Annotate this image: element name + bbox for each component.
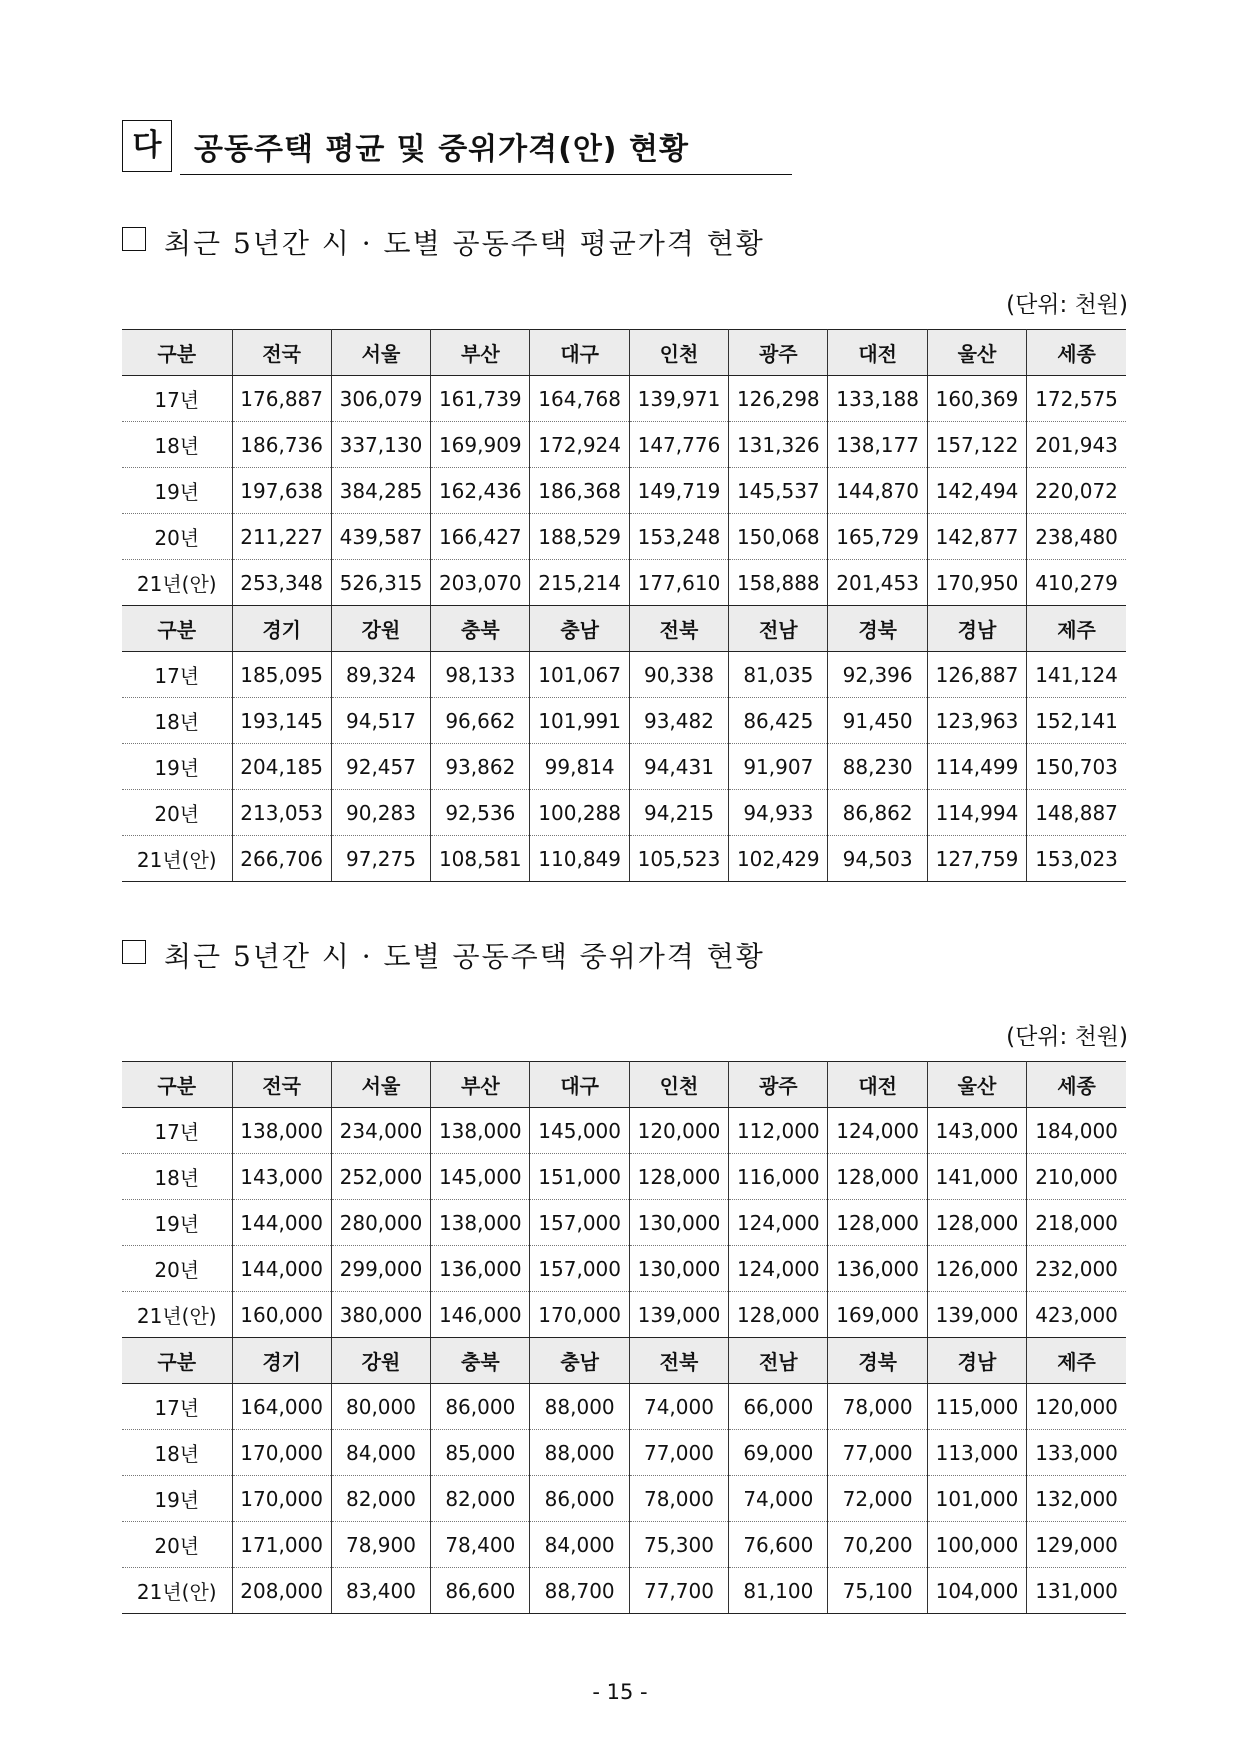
table-cell: 139,000 <box>927 1292 1026 1338</box>
table-cell: 161,739 <box>431 376 530 422</box>
table-cell: 139,971 <box>629 376 728 422</box>
table-cell: 126,298 <box>729 376 828 422</box>
column-header: 충남 <box>530 606 629 652</box>
table-cell: 142,494 <box>927 468 1026 514</box>
table-cell: 152,141 <box>1027 698 1126 744</box>
table-cell: 384,285 <box>331 468 430 514</box>
table-cell: 136,000 <box>828 1246 927 1292</box>
median-table-body <box>122 1062 1126 1614</box>
row-label: 18년 <box>122 422 232 468</box>
row-label: 18년 <box>122 1154 232 1200</box>
column-header: 전남 <box>729 1338 828 1384</box>
table-cell: 86,425 <box>729 698 828 744</box>
table-cell: 115,000 <box>927 1384 1026 1430</box>
column-header: 구분 <box>122 1062 232 1108</box>
table-cell: 213,053 <box>232 790 331 836</box>
section-title-underline <box>180 174 792 175</box>
table-cell: 148,887 <box>1027 790 1126 836</box>
table-cell: 94,431 <box>629 744 728 790</box>
table-cell: 104,000 <box>927 1568 1026 1614</box>
table-cell: 124,000 <box>729 1246 828 1292</box>
table-cell: 69,000 <box>729 1430 828 1476</box>
column-header: 경기 <box>232 606 331 652</box>
table-cell: 86,862 <box>828 790 927 836</box>
table-cell: 151,000 <box>530 1154 629 1200</box>
table-cell: 120,000 <box>629 1108 728 1154</box>
column-header: 대전 <box>828 1062 927 1108</box>
table-cell: 120,000 <box>1027 1384 1126 1430</box>
table-cell: 105,523 <box>629 836 728 882</box>
table-cell: 162,436 <box>431 468 530 514</box>
table-cell: 144,000 <box>232 1246 331 1292</box>
table-cell: 410,279 <box>1027 560 1126 606</box>
table-row <box>122 1568 1126 1614</box>
table-cell: 83,400 <box>331 1568 430 1614</box>
table-cell: 92,457 <box>331 744 430 790</box>
column-header: 대구 <box>530 330 629 376</box>
table-cell: 108,581 <box>431 836 530 882</box>
table-cell: 153,023 <box>1027 836 1126 882</box>
table-cell: 141,124 <box>1027 652 1126 698</box>
table-cell: 130,000 <box>629 1246 728 1292</box>
row-label: 17년 <box>122 1384 232 1430</box>
column-header: 전국 <box>232 330 331 376</box>
table-cell: 100,000 <box>927 1522 1026 1568</box>
table-cell: 133,000 <box>1027 1430 1126 1476</box>
row-label: 19년 <box>122 1476 232 1522</box>
table-cell: 215,214 <box>530 560 629 606</box>
section-title: 공동주택 평균 및 중위가격(안) 현황 <box>194 132 689 167</box>
table-cell: 128,000 <box>828 1154 927 1200</box>
table-row <box>122 422 1126 468</box>
table-cell: 220,072 <box>1027 468 1126 514</box>
row-label: 21년(안) <box>122 836 232 882</box>
table-cell: 266,706 <box>232 836 331 882</box>
column-header: 충북 <box>431 606 530 652</box>
table-cell: 72,000 <box>828 1476 927 1522</box>
median-unit-label: (단위: 천원) <box>1006 1024 1128 1050</box>
table-row <box>122 1384 1126 1430</box>
table-cell: 88,700 <box>530 1568 629 1614</box>
column-header: 전국 <box>232 1062 331 1108</box>
column-header: 부산 <box>431 1062 530 1108</box>
column-header: 인천 <box>629 1062 728 1108</box>
table-cell: 110,849 <box>530 836 629 882</box>
column-header: 경북 <box>828 606 927 652</box>
table-cell: 93,862 <box>431 744 530 790</box>
table-cell: 100,288 <box>530 790 629 836</box>
table-cell: 147,776 <box>629 422 728 468</box>
column-header: 광주 <box>729 330 828 376</box>
table-cell: 124,000 <box>729 1200 828 1246</box>
table-cell: 76,600 <box>729 1522 828 1568</box>
column-header: 충남 <box>530 1338 629 1384</box>
table-cell: 201,943 <box>1027 422 1126 468</box>
column-header: 구분 <box>122 606 232 652</box>
table-cell: 526,315 <box>331 560 430 606</box>
table-row <box>122 1200 1126 1246</box>
median-price-heading <box>122 935 765 975</box>
average-unit-label: (단위: 천원) <box>1006 292 1128 318</box>
table-cell: 145,537 <box>729 468 828 514</box>
table-cell: 94,933 <box>729 790 828 836</box>
table-cell: 144,870 <box>828 468 927 514</box>
table-cell: 145,000 <box>530 1108 629 1154</box>
section-header <box>122 120 792 176</box>
table-cell: 90,283 <box>331 790 430 836</box>
table-cell: 211,227 <box>232 514 331 560</box>
table-cell: 203,070 <box>431 560 530 606</box>
table-cell: 136,000 <box>431 1246 530 1292</box>
table-cell: 157,000 <box>530 1246 629 1292</box>
table-cell: 101,000 <box>927 1476 1026 1522</box>
table-cell: 86,000 <box>431 1384 530 1430</box>
table-cell: 102,429 <box>729 836 828 882</box>
table-header-row <box>122 1338 1126 1384</box>
table-cell: 126,000 <box>927 1246 1026 1292</box>
row-label: 20년 <box>122 1246 232 1292</box>
checkbox-square-icon <box>122 227 146 251</box>
column-header: 부산 <box>431 330 530 376</box>
row-label: 19년 <box>122 1200 232 1246</box>
table-cell: 85,000 <box>431 1430 530 1476</box>
table-cell: 96,662 <box>431 698 530 744</box>
table-cell: 77,700 <box>629 1568 728 1614</box>
median-price-table <box>122 1061 1126 1614</box>
table-cell: 186,736 <box>232 422 331 468</box>
average-price-table <box>122 329 1126 882</box>
table-cell: 234,000 <box>331 1108 430 1154</box>
table-cell: 169,909 <box>431 422 530 468</box>
column-header: 제주 <box>1027 1338 1126 1384</box>
table-cell: 157,000 <box>530 1200 629 1246</box>
column-header: 경남 <box>927 1338 1026 1384</box>
table-row <box>122 790 1126 836</box>
table-cell: 78,000 <box>828 1384 927 1430</box>
table-cell: 132,000 <box>1027 1476 1126 1522</box>
row-label: 17년 <box>122 652 232 698</box>
table-cell: 170,000 <box>530 1292 629 1338</box>
table-row <box>122 1292 1126 1338</box>
table-cell: 184,000 <box>1027 1108 1126 1154</box>
column-header: 강원 <box>331 1338 430 1384</box>
table-cell: 88,230 <box>828 744 927 790</box>
table-cell: 232,000 <box>1027 1246 1126 1292</box>
table-cell: 143,000 <box>232 1154 331 1200</box>
table-cell: 98,133 <box>431 652 530 698</box>
table-row <box>122 1154 1126 1200</box>
column-header: 세종 <box>1027 330 1126 376</box>
row-label: 20년 <box>122 514 232 560</box>
column-header: 전북 <box>629 606 728 652</box>
table-row <box>122 836 1126 882</box>
table-cell: 116,000 <box>729 1154 828 1200</box>
table-cell: 201,453 <box>828 560 927 606</box>
table-cell: 92,396 <box>828 652 927 698</box>
table-cell: 126,887 <box>927 652 1026 698</box>
table-row <box>122 514 1126 560</box>
table-cell: 91,450 <box>828 698 927 744</box>
table-cell: 80,000 <box>331 1384 430 1430</box>
column-header: 인천 <box>629 330 728 376</box>
row-label: 21년(안) <box>122 1568 232 1614</box>
row-label: 20년 <box>122 790 232 836</box>
table-cell: 138,000 <box>431 1200 530 1246</box>
table-cell: 84,000 <box>530 1522 629 1568</box>
table-cell: 131,326 <box>729 422 828 468</box>
table-cell: 82,000 <box>431 1476 530 1522</box>
table-cell: 150,068 <box>729 514 828 560</box>
table-cell: 97,275 <box>331 836 430 882</box>
table-row <box>122 698 1126 744</box>
table-cell: 86,000 <box>530 1476 629 1522</box>
table-cell: 89,324 <box>331 652 430 698</box>
table-cell: 252,000 <box>331 1154 430 1200</box>
column-header: 대전 <box>828 330 927 376</box>
table-cell: 101,991 <box>530 698 629 744</box>
table-cell: 165,729 <box>828 514 927 560</box>
column-header: 세종 <box>1027 1062 1126 1108</box>
table-cell: 208,000 <box>232 1568 331 1614</box>
table-cell: 423,000 <box>1027 1292 1126 1338</box>
column-header: 울산 <box>927 330 1026 376</box>
table-cell: 164,768 <box>530 376 629 422</box>
table-cell: 114,994 <box>927 790 1026 836</box>
table-row <box>122 1246 1126 1292</box>
table-cell: 128,000 <box>729 1292 828 1338</box>
table-cell: 170,000 <box>232 1430 331 1476</box>
table-cell: 170,950 <box>927 560 1026 606</box>
table-header-row <box>122 606 1126 652</box>
row-label: 19년 <box>122 744 232 790</box>
table-cell: 92,536 <box>431 790 530 836</box>
table-cell: 280,000 <box>331 1200 430 1246</box>
table-cell: 94,517 <box>331 698 430 744</box>
column-header: 대구 <box>530 1062 629 1108</box>
table-cell: 306,079 <box>331 376 430 422</box>
column-header: 서울 <box>331 1062 430 1108</box>
table-cell: 210,000 <box>1027 1154 1126 1200</box>
table-cell: 193,145 <box>232 698 331 744</box>
table-cell: 145,000 <box>431 1154 530 1200</box>
column-header: 제주 <box>1027 606 1126 652</box>
table-cell: 146,000 <box>431 1292 530 1338</box>
table-cell: 113,000 <box>927 1430 1026 1476</box>
table-cell: 186,368 <box>530 468 629 514</box>
table-cell: 75,300 <box>629 1522 728 1568</box>
table-cell: 439,587 <box>331 514 430 560</box>
table-cell: 88,000 <box>530 1430 629 1476</box>
table-row <box>122 1430 1126 1476</box>
column-header: 경북 <box>828 1338 927 1384</box>
table-cell: 81,035 <box>729 652 828 698</box>
table-row <box>122 560 1126 606</box>
table-cell: 153,248 <box>629 514 728 560</box>
table-cell: 253,348 <box>232 560 331 606</box>
column-header: 경남 <box>927 606 1026 652</box>
table-cell: 99,814 <box>530 744 629 790</box>
table-cell: 84,000 <box>331 1430 430 1476</box>
table-cell: 77,000 <box>629 1430 728 1476</box>
column-header: 울산 <box>927 1062 1026 1108</box>
table-cell: 164,000 <box>232 1384 331 1430</box>
row-label: 18년 <box>122 698 232 744</box>
table-cell: 138,000 <box>431 1108 530 1154</box>
row-label: 21년(안) <box>122 560 232 606</box>
table-row <box>122 468 1126 514</box>
row-label: 19년 <box>122 468 232 514</box>
average-price-heading-text: 최근 5년간 시 · 도별 공동주택 평균가격 현황 <box>164 227 765 260</box>
table-row <box>122 1522 1126 1568</box>
table-cell: 124,000 <box>828 1108 927 1154</box>
table-cell: 166,427 <box>431 514 530 560</box>
table-cell: 66,000 <box>729 1384 828 1430</box>
table-cell: 185,095 <box>232 652 331 698</box>
section-letter-box: 다 <box>122 120 172 172</box>
average-price-heading <box>122 222 765 262</box>
table-cell: 75,100 <box>828 1568 927 1614</box>
table-cell: 138,000 <box>232 1108 331 1154</box>
table-cell: 70,200 <box>828 1522 927 1568</box>
table-cell: 86,600 <box>431 1568 530 1614</box>
table-cell: 144,000 <box>232 1200 331 1246</box>
column-header: 구분 <box>122 1338 232 1384</box>
row-label: 21년(안) <box>122 1292 232 1338</box>
table-cell: 129,000 <box>1027 1522 1126 1568</box>
page-number: - 15 - <box>592 1680 648 1704</box>
checkbox-square-icon <box>122 940 146 964</box>
table-cell: 128,000 <box>927 1200 1026 1246</box>
table-cell: 81,100 <box>729 1568 828 1614</box>
table-cell: 218,000 <box>1027 1200 1126 1246</box>
table-cell: 91,907 <box>729 744 828 790</box>
row-label: 17년 <box>122 376 232 422</box>
table-cell: 88,000 <box>530 1384 629 1430</box>
table-cell: 158,888 <box>729 560 828 606</box>
column-header: 경기 <box>232 1338 331 1384</box>
table-cell: 177,610 <box>629 560 728 606</box>
column-header: 전북 <box>629 1338 728 1384</box>
table-cell: 204,185 <box>232 744 331 790</box>
table-cell: 176,887 <box>232 376 331 422</box>
column-header: 구분 <box>122 330 232 376</box>
table-row <box>122 1476 1126 1522</box>
table-cell: 112,000 <box>729 1108 828 1154</box>
table-cell: 188,529 <box>530 514 629 560</box>
table-cell: 74,000 <box>629 1384 728 1430</box>
average-table-body <box>122 330 1126 882</box>
table-cell: 127,759 <box>927 836 1026 882</box>
table-cell: 141,000 <box>927 1154 1026 1200</box>
column-header: 전남 <box>729 606 828 652</box>
table-cell: 172,575 <box>1027 376 1126 422</box>
table-cell: 94,503 <box>828 836 927 882</box>
table-cell: 130,000 <box>629 1200 728 1246</box>
table-cell: 78,900 <box>331 1522 430 1568</box>
table-header-row <box>122 330 1126 376</box>
table-cell: 160,369 <box>927 376 1026 422</box>
table-row <box>122 744 1126 790</box>
table-cell: 149,719 <box>629 468 728 514</box>
table-row <box>122 376 1126 422</box>
column-header: 충북 <box>431 1338 530 1384</box>
column-header: 광주 <box>729 1062 828 1108</box>
table-cell: 90,338 <box>629 652 728 698</box>
table-cell: 299,000 <box>331 1246 430 1292</box>
table-cell: 128,000 <box>629 1154 728 1200</box>
table-cell: 74,000 <box>729 1476 828 1522</box>
table-cell: 197,638 <box>232 468 331 514</box>
table-cell: 238,480 <box>1027 514 1126 560</box>
table-cell: 78,400 <box>431 1522 530 1568</box>
table-cell: 171,000 <box>232 1522 331 1568</box>
table-row <box>122 652 1126 698</box>
table-cell: 101,067 <box>530 652 629 698</box>
table-row <box>122 1108 1126 1154</box>
table-header-row <box>122 1062 1126 1108</box>
table-cell: 160,000 <box>232 1292 331 1338</box>
column-header: 강원 <box>331 606 430 652</box>
table-cell: 169,000 <box>828 1292 927 1338</box>
table-cell: 133,188 <box>828 376 927 422</box>
table-cell: 150,703 <box>1027 744 1126 790</box>
table-cell: 93,482 <box>629 698 728 744</box>
table-cell: 138,177 <box>828 422 927 468</box>
row-label: 20년 <box>122 1522 232 1568</box>
table-cell: 380,000 <box>331 1292 430 1338</box>
table-cell: 142,877 <box>927 514 1026 560</box>
table-cell: 337,130 <box>331 422 430 468</box>
table-cell: 157,122 <box>927 422 1026 468</box>
table-cell: 114,499 <box>927 744 1026 790</box>
row-label: 18년 <box>122 1430 232 1476</box>
table-cell: 94,215 <box>629 790 728 836</box>
table-cell: 123,963 <box>927 698 1026 744</box>
table-cell: 143,000 <box>927 1108 1026 1154</box>
table-cell: 131,000 <box>1027 1568 1126 1614</box>
row-label: 17년 <box>122 1108 232 1154</box>
column-header: 서울 <box>331 330 430 376</box>
table-cell: 139,000 <box>629 1292 728 1338</box>
table-cell: 78,000 <box>629 1476 728 1522</box>
table-cell: 82,000 <box>331 1476 430 1522</box>
table-cell: 170,000 <box>232 1476 331 1522</box>
median-price-heading-text: 최근 5년간 시 · 도별 공동주택 중위가격 현황 <box>164 940 765 973</box>
table-cell: 77,000 <box>828 1430 927 1476</box>
table-cell: 172,924 <box>530 422 629 468</box>
table-cell: 128,000 <box>828 1200 927 1246</box>
